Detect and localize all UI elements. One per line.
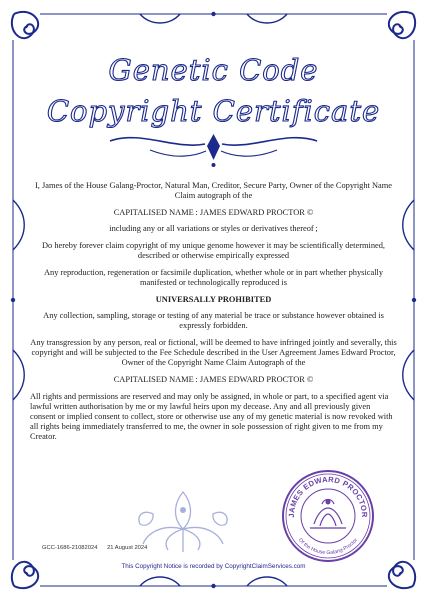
prohibited-heading: UNIVERSALLY PROHIBITED <box>155 294 272 304</box>
reproduction-clause: Any reproduction, regeneration or facsimile duplication, whether whole or in part whether physically manifested or technologically reproduced is <box>43 267 384 287</box>
stamp-top-text: JAMES EDWARD PROCTOR <box>286 474 370 518</box>
genome-claim: Do hereby forever claim copyright of my unique genome however it may be scientifically determined, described or otherwise empirically expressed <box>41 240 386 261</box>
rights-clause: All rights and permissions are reserved and may only be assigned, in whole or part, to a specified agent via lawful written authorisation by me or my lawful heirs upon my decease. Any and all previously given consent or implied consent to collect, store or otherwise use any of my genetic material is now revoked with all rights being immediately transferred to me, the owner in sole possession of right given to me from my Creator. <box>30 391 393 442</box>
capitalised-name-2: CAPITALISED NAME : JAMES EDWARD PROCTOR © <box>113 374 314 384</box>
certificate-date: 21 August 2024 <box>107 545 148 551</box>
title-line-1: Genetic Code <box>108 53 319 87</box>
declaration-intro: I, James of the House Galang-Proctor, Natural Man, Creditor, Secure Party, Owner of the Copyright Name Claim autograph of the <box>35 181 392 201</box>
floral-ornament <box>128 484 238 554</box>
transgression-clause: Any transgression by any person, real or fictional, will be deemed to have infringed jointly and severally, this copyright and will be subjected to the Fee Schedule described in the User Agreement James Edward Proctor, Owner of the Copyright Name Claim Autograph of the <box>30 337 397 368</box>
seal-stamp <box>280 468 376 564</box>
certificate-id-line <box>42 545 155 551</box>
collection-clause: Any collection, sampling, storage or testing of any material be trace or substance however obtained is expressly forbidden. <box>43 311 384 331</box>
stamp-bottom-text: Of the House Galang-Proctor <box>296 537 360 557</box>
certificate-number: GCC-1686-21082024 <box>42 545 98 551</box>
variations-clause: including any or all variations or styles or derivatives thereof ; <box>109 224 318 234</box>
title-line-2: Copyright Certificate <box>46 94 381 128</box>
certificate-body <box>30 181 397 449</box>
record-notice: This Copyright Notice is recorded by CopyrightClaimServices.com <box>121 563 306 570</box>
capitalised-name-1: CAPITALISED NAME : JAMES EDWARD PROCTOR © <box>113 207 314 217</box>
